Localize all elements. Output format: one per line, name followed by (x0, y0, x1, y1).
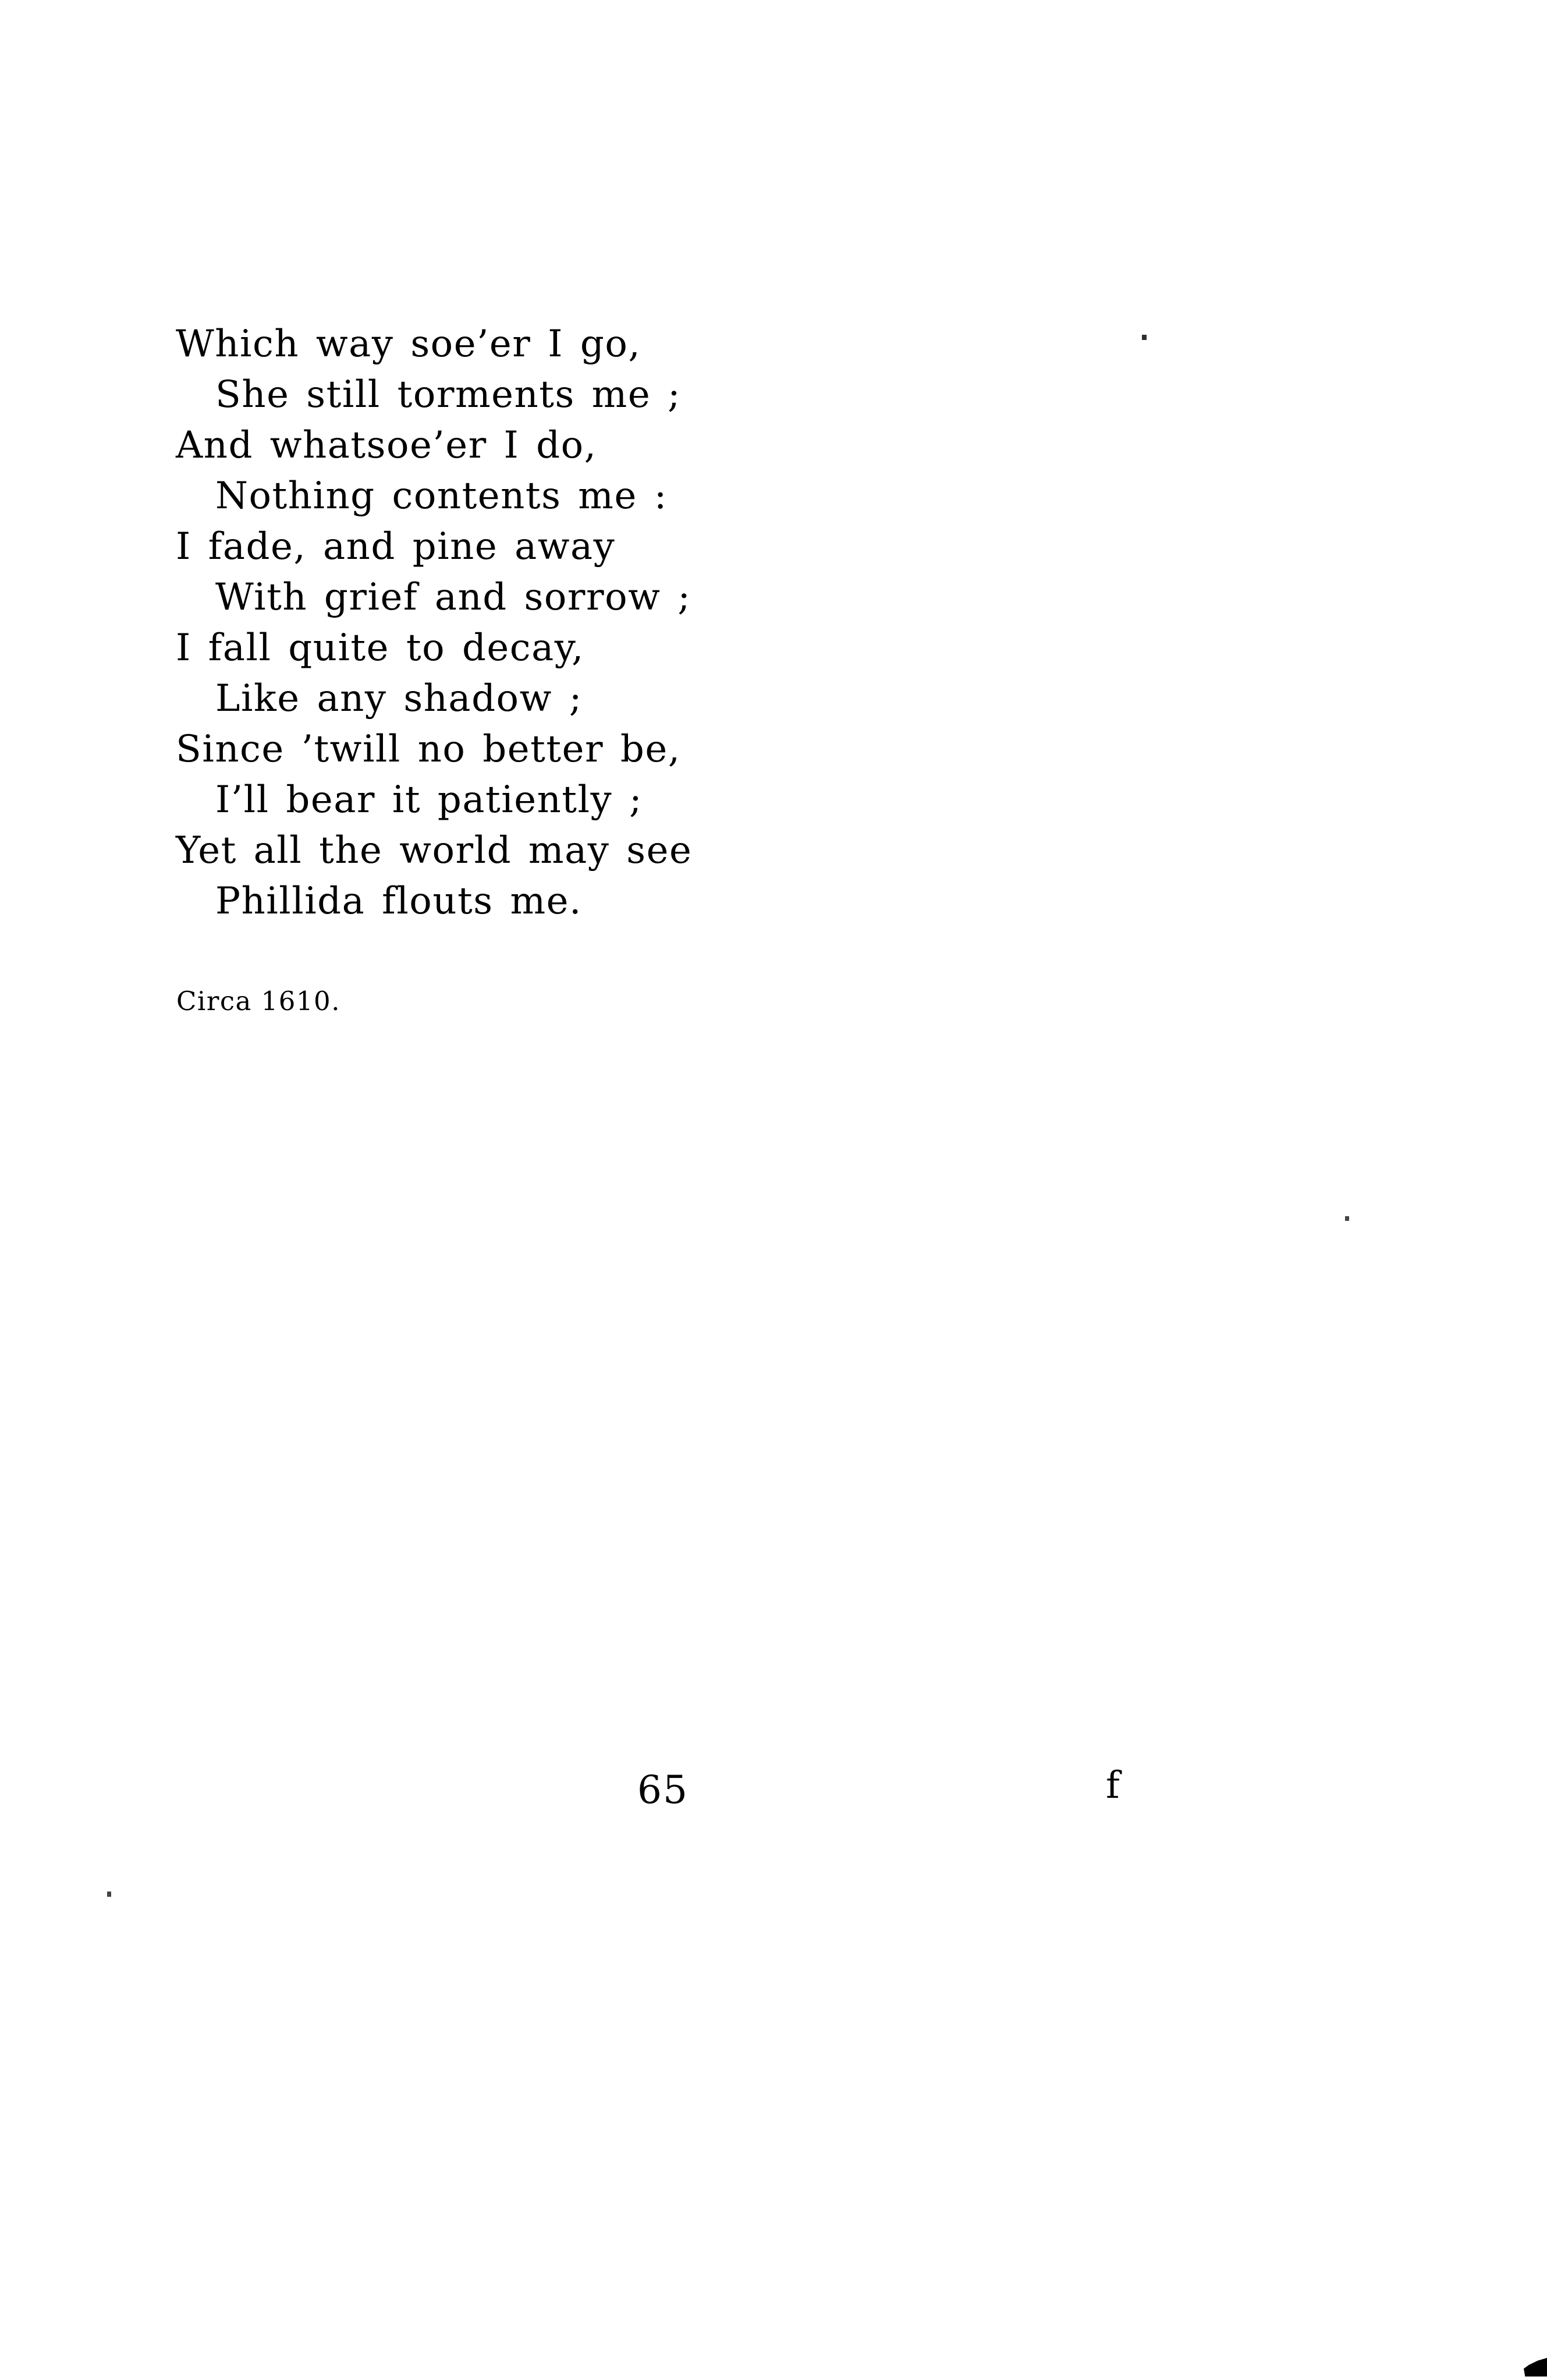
poem-line: Since ’twill no better be, (176, 728, 681, 771)
ink-speck (1142, 335, 1147, 340)
poem-line: Phillida flouts me. (215, 880, 582, 923)
poem-line: Like any shadow ; (215, 677, 583, 720)
page-number: 65 (637, 1768, 689, 1812)
dateline: Circa 1610. (176, 986, 340, 1017)
poem-line: Yet all the world may see (176, 829, 693, 872)
poem-line: Nothing contents me : (215, 474, 668, 518)
poem-line: With grief and sorrow ; (215, 576, 691, 619)
poem-stanza (176, 319, 692, 927)
ink-speck (1345, 1216, 1349, 1221)
poem-line: I fade, and pine away (176, 525, 616, 568)
ink-speck (107, 1892, 111, 1897)
signature-mark: f (1106, 1764, 1120, 1807)
poem-line: I fall quite to decay, (176, 626, 584, 670)
poem-line: She still torments me ; (215, 373, 682, 416)
scan-artifact-corner (1524, 2358, 1547, 2377)
poem-line: I’ll bear it patiently ; (215, 778, 643, 821)
poem-line: Which way soe’er I go, (176, 323, 641, 366)
poem-line: And whatsoe’er I do, (176, 424, 597, 467)
